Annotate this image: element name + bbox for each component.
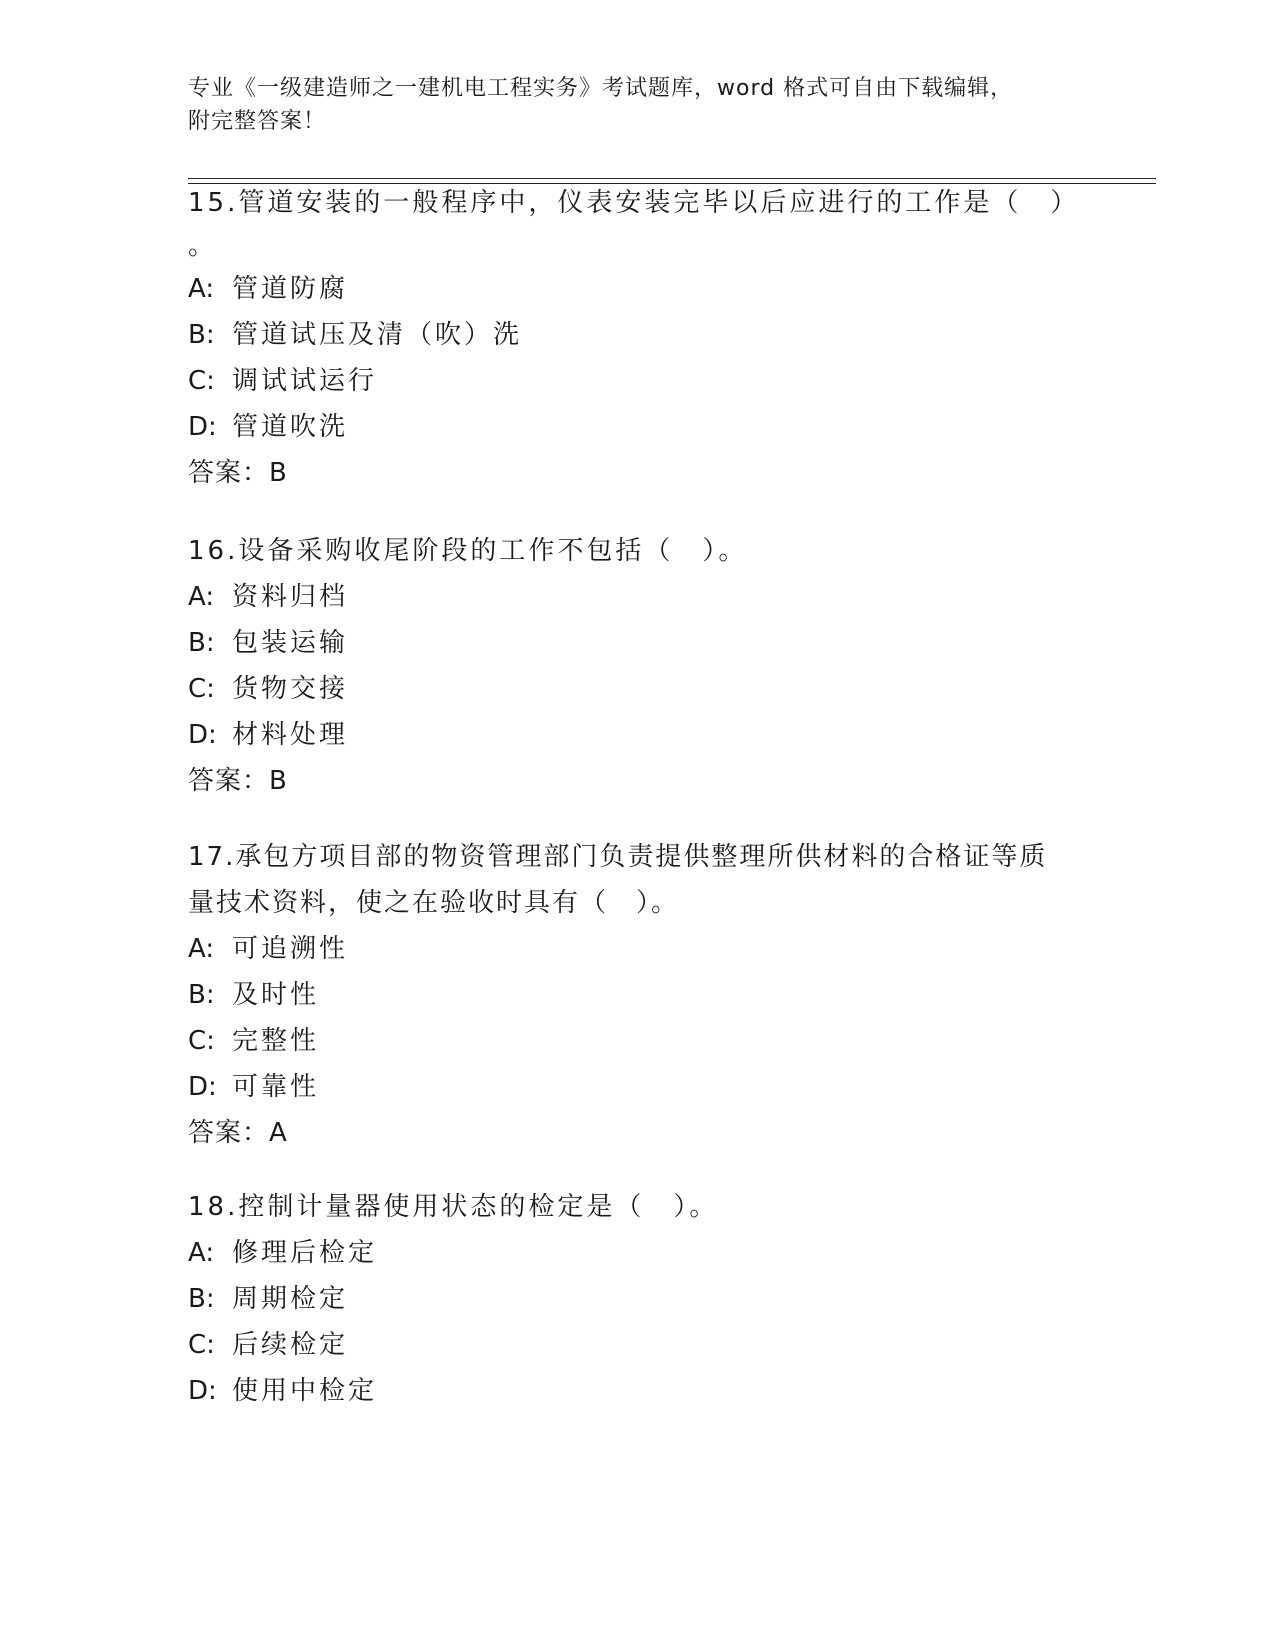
option-b bbox=[188, 312, 1088, 358]
option-text: 材料处理 bbox=[232, 720, 349, 750]
option-c bbox=[188, 666, 1088, 712]
option-b bbox=[188, 620, 1088, 666]
option-key: A: bbox=[188, 934, 215, 964]
option-key: D: bbox=[188, 1072, 217, 1102]
option-text: 后续检定 bbox=[232, 1330, 349, 1360]
answer-label: 答案： bbox=[188, 1118, 270, 1148]
question-text: 18.控制计量器使用状态的检定是（ ）。 bbox=[188, 1192, 719, 1222]
option-c bbox=[188, 1322, 1088, 1368]
option-key: D: bbox=[188, 1376, 217, 1406]
option-text: 可追溯性 bbox=[232, 934, 349, 964]
option-text: 可靠性 bbox=[232, 1072, 320, 1102]
question-15 bbox=[188, 180, 1088, 496]
answer-label: 答案： bbox=[188, 458, 270, 488]
option-key: C: bbox=[188, 366, 215, 396]
question-16 bbox=[188, 528, 1088, 804]
option-a bbox=[188, 926, 1088, 972]
option-text: 货物交接 bbox=[232, 674, 349, 704]
option-text: 包装运输 bbox=[232, 628, 349, 658]
header-line-2: 附完整答案！ bbox=[188, 109, 327, 134]
option-key: A: bbox=[188, 1238, 215, 1268]
option-b bbox=[188, 972, 1088, 1018]
option-d bbox=[188, 712, 1088, 758]
option-key: C: bbox=[188, 674, 215, 704]
option-text: 管道防腐 bbox=[232, 274, 349, 304]
option-key: D: bbox=[188, 412, 217, 442]
option-key: A: bbox=[188, 582, 215, 612]
option-text: 完整性 bbox=[232, 1026, 320, 1056]
option-text: 及时性 bbox=[232, 980, 320, 1010]
option-b bbox=[188, 1276, 1088, 1322]
option-d bbox=[188, 1064, 1088, 1110]
question-text: 17.承包方项目部的物资管理部门负责提供整理所供材料的合格证等质 bbox=[188, 842, 1048, 872]
option-key: A: bbox=[188, 274, 215, 304]
option-d bbox=[188, 1368, 1088, 1414]
option-c bbox=[188, 358, 1088, 404]
option-text: 管道试压及清（吹）洗 bbox=[232, 320, 523, 350]
header-divider bbox=[188, 178, 1156, 179]
question-text-continued: 量技术资料，使之在验收时具有（ ）。 bbox=[188, 888, 680, 918]
answer-line bbox=[188, 450, 1088, 496]
option-c bbox=[188, 1018, 1088, 1064]
option-key: C: bbox=[188, 1330, 215, 1360]
answer-value: A bbox=[269, 1118, 289, 1148]
option-a bbox=[188, 1230, 1088, 1276]
answer-value: B bbox=[269, 458, 289, 488]
question-18 bbox=[188, 1184, 1088, 1414]
document-header bbox=[188, 72, 1088, 138]
option-text: 调试试运行 bbox=[232, 366, 378, 396]
option-d bbox=[188, 404, 1088, 450]
answer-label: 答案： bbox=[188, 766, 270, 796]
option-a bbox=[188, 574, 1088, 620]
option-key: B: bbox=[188, 628, 215, 658]
option-text: 周期检定 bbox=[232, 1284, 349, 1314]
option-text: 使用中检定 bbox=[232, 1376, 378, 1406]
header-line-1: 专业《一级建造师之一建机电工程实务》考试题库，word 格式可自由下载编辑， bbox=[188, 76, 1014, 101]
option-key: B: bbox=[188, 980, 215, 1010]
option-text: 资料归档 bbox=[232, 582, 349, 612]
option-key: C: bbox=[188, 1026, 215, 1056]
option-a bbox=[188, 266, 1088, 312]
question-text: 15.管道安装的一般程序中，仪表安装完毕以后应进行的工作是（ ） bbox=[188, 188, 1080, 218]
answer-value: B bbox=[269, 766, 289, 796]
question-17 bbox=[188, 834, 1088, 1156]
question-text: 16.设备采购收尾阶段的工作不包括（ ）。 bbox=[188, 536, 748, 566]
option-key: B: bbox=[188, 320, 215, 350]
option-text: 管道吹洗 bbox=[232, 412, 349, 442]
answer-line bbox=[188, 1110, 1088, 1156]
answer-line bbox=[188, 758, 1088, 804]
option-text: 修理后检定 bbox=[232, 1238, 378, 1268]
option-key: B: bbox=[188, 1284, 215, 1314]
option-key: D: bbox=[188, 720, 217, 750]
question-text-continued: 。 bbox=[188, 231, 218, 261]
